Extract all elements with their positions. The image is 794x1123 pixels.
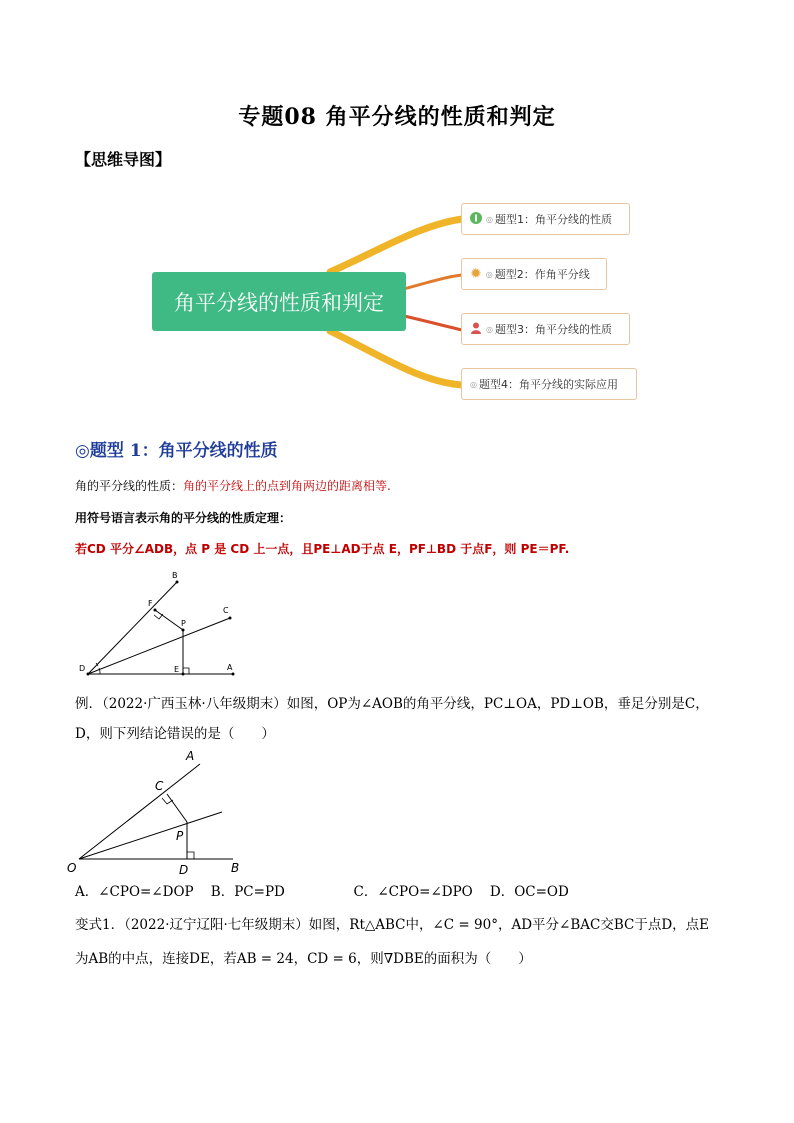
symbol-language-intro: 用符号语言表示角的平分线的性质定理： — [75, 511, 292, 525]
mindmap-node-label: 题型4：角平分线的实际应用 — [478, 378, 618, 391]
mindmap-node-2: ✹ ◎ 题型2：作角平分线 — [461, 258, 607, 290]
property-text: 角的平分线上的点到角两边的距离相等. — [183, 479, 391, 493]
mindmap-section-label: 【思维导图】 — [75, 150, 172, 169]
example-line-2: D，则下列结论错误的是（ ） — [75, 726, 275, 742]
variant-line-1: 变式1．（2022·辽宁辽阳·七年级期末）如图，Rt△ABC中，∠C = 90°，AD平分∠BAC交BC于点D，点E — [75, 917, 710, 933]
label-B: B — [231, 861, 240, 875]
mindmap-node-4: ◎ 题型4：角平分线的实际应用 — [461, 368, 637, 400]
mindmap-node-3: ◎ 题型3：角平分线的性质 — [461, 313, 630, 345]
theorem-symbolic: 若CD 平分∠ADB，点 P 是 CD 上一点，且PE⊥AD于点 E，PF⊥BD 于点F，则 PE＝PF. — [75, 542, 570, 556]
variant-line-2: 为AB的中点，连接DE，若AB = 24，CD = 6，则∇DBE的面积为（ ） — [75, 951, 532, 967]
example-line-1: 例．（2022·广西玉林·八年级期末）如图，OP为∠AOB的角平分线，PC⊥OA，PD⊥OB，垂足分别是C， — [75, 696, 709, 712]
variant-question — [75, 908, 725, 976]
property-statement — [75, 477, 391, 494]
label-D: D — [179, 863, 189, 877]
person-icon — [470, 322, 482, 337]
mindmap-node-label: 题型1：角平分线的性质 — [494, 213, 612, 226]
label-F: F — [148, 599, 153, 608]
label-C: C — [155, 779, 164, 793]
mindmap-node-label: 题型2：作角平分线 — [494, 268, 590, 281]
number-one-icon — [470, 212, 482, 227]
branch-3 — [400, 315, 462, 330]
answer-choices: A．∠CPO=∠DOP B．PC=PD C．∠CPO=∠DPO D．OC=OD — [75, 884, 569, 900]
mindmap-node-1: ◎ 题型1：角平分线的性质 — [461, 203, 630, 235]
label-C: C — [223, 606, 229, 615]
label-O: O — [67, 861, 77, 875]
section-heading-type1: ◎题型 1：角平分线的性质 — [75, 441, 278, 461]
label-A: A — [186, 749, 195, 763]
label-P: P — [176, 829, 184, 843]
mindmap-branches — [0, 0, 794, 420]
label-E: E — [174, 665, 180, 674]
gear-icon: ✹ — [470, 266, 482, 282]
property-label: 角的平分线的性质： — [75, 479, 184, 493]
branch-4 — [330, 331, 462, 385]
label-D: D — [79, 664, 86, 673]
mindmap-node-label: 题型3：角平分线的性质 — [494, 323, 612, 336]
figure-angle-bisector-1 — [70, 568, 250, 683]
label-A: A — [227, 663, 233, 672]
example-question — [75, 689, 725, 749]
branch-2 — [400, 275, 462, 290]
label-B: B — [172, 571, 178, 580]
page-title: 专题08 角平分线的性质和判定 — [238, 104, 556, 130]
figure-angle-bisector-2 — [65, 748, 255, 878]
branch-1 — [330, 219, 462, 272]
label-P: P — [181, 619, 186, 628]
mindmap-center-node: 角平分线的性质和判定 — [152, 272, 406, 331]
